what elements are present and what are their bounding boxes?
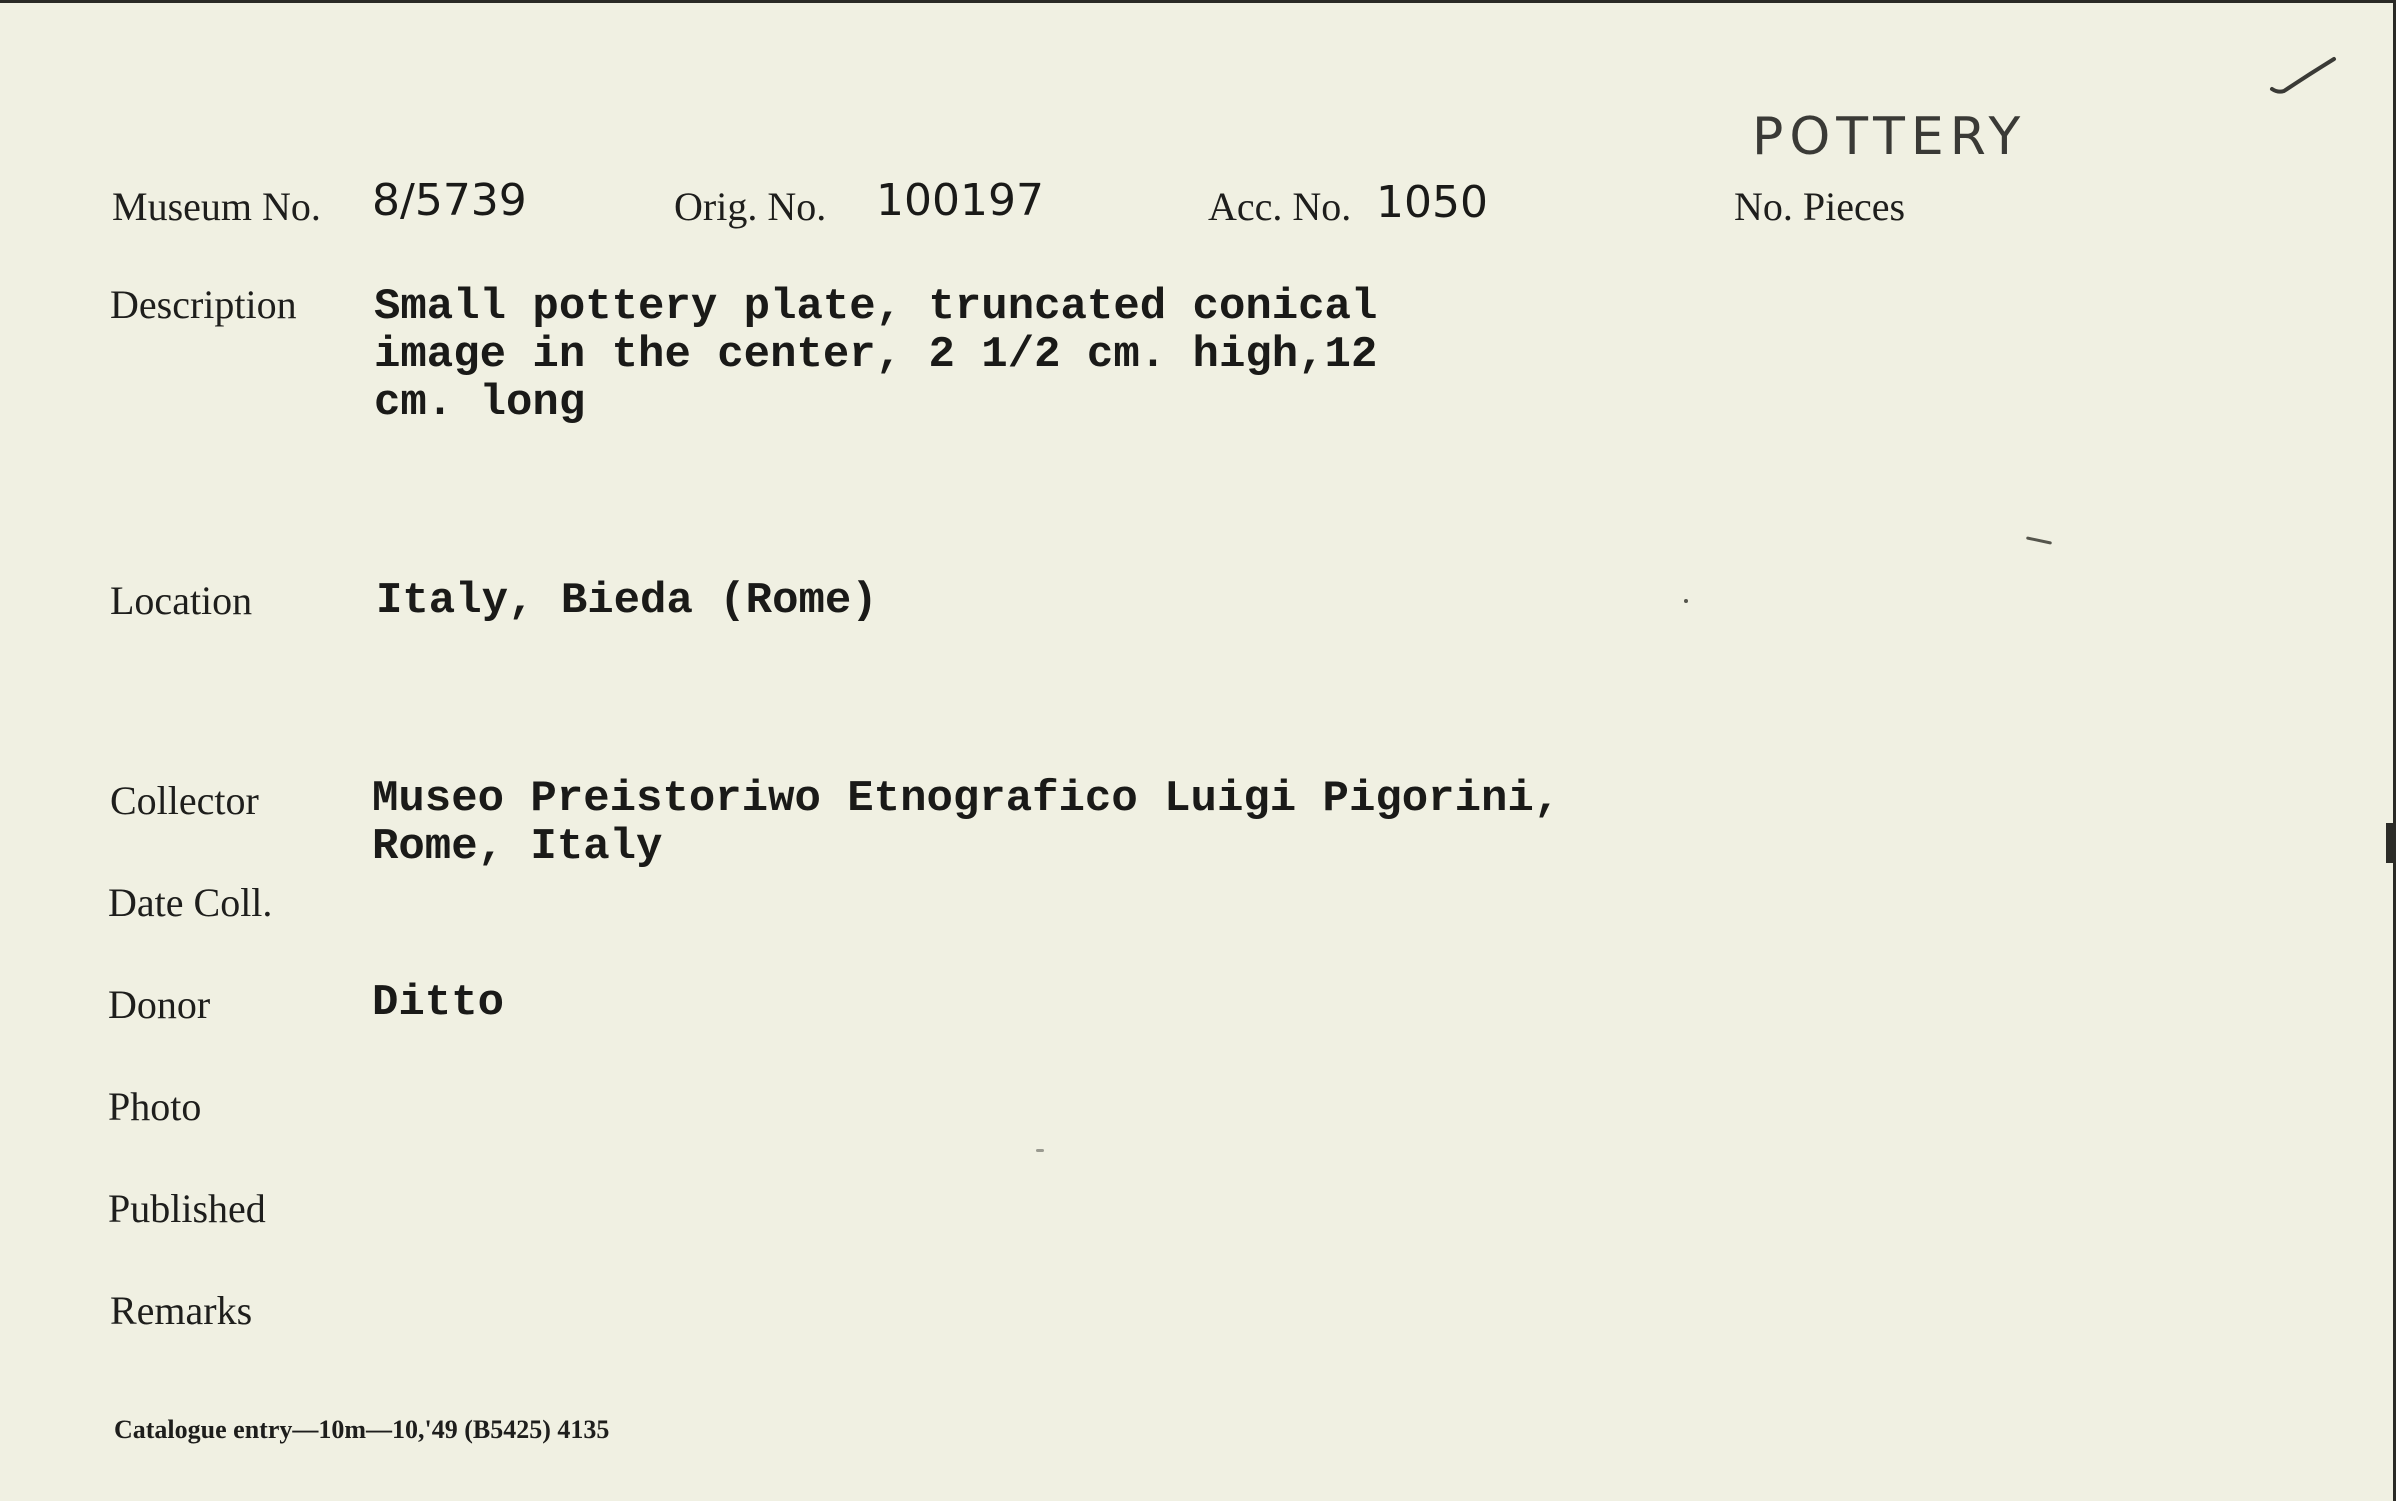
date-coll-label: Date Coll. [108, 880, 273, 925]
collector-line-2: Rome, Italy [372, 822, 663, 872]
museum-no-value: 8/5739 [372, 175, 527, 226]
checkmark-icon [2268, 53, 2338, 103]
orig-no-label: Orig. No. [674, 184, 827, 229]
photo-label: Photo [108, 1084, 202, 1129]
dot-mark [1036, 1149, 1044, 1152]
published-label: Published [108, 1186, 266, 1231]
location-value: Italy, Bieda (Rome) [376, 576, 878, 626]
remarks-label: Remarks [110, 1288, 253, 1333]
no-pieces-label: No. Pieces [1734, 184, 1906, 229]
description-line-3: cm. long [374, 378, 586, 428]
description-line-2: image in the center, 2 1/2 cm. high,12 [374, 330, 1378, 380]
description-label: Description [110, 282, 297, 327]
acc-no-label: Acc. No. [1208, 184, 1352, 229]
donor-label: Donor [108, 982, 211, 1027]
collector-label: Collector [110, 778, 259, 823]
category-stamp: POTTERY [1752, 107, 2027, 167]
catalogue-footer: Catalogue entry—10m—10,'49 (B5425) 4135 [114, 1415, 610, 1444]
museum-no-label: Museum No. [112, 184, 321, 229]
location-label: Location [110, 578, 253, 623]
donor-value: Ditto [372, 978, 505, 1028]
collector-line-1: Museo Preistoriwo Etnografico Luigi Pigorini, [372, 774, 1561, 824]
dot-mark [1684, 599, 1688, 603]
acc-no-value: 1050 [1376, 177, 1488, 228]
edge-mark [2386, 823, 2396, 863]
description-line-1: Small pottery plate, truncated conical [374, 282, 1378, 332]
orig-no-value: 100197 [876, 175, 1044, 226]
dash-mark [2026, 536, 2052, 544]
